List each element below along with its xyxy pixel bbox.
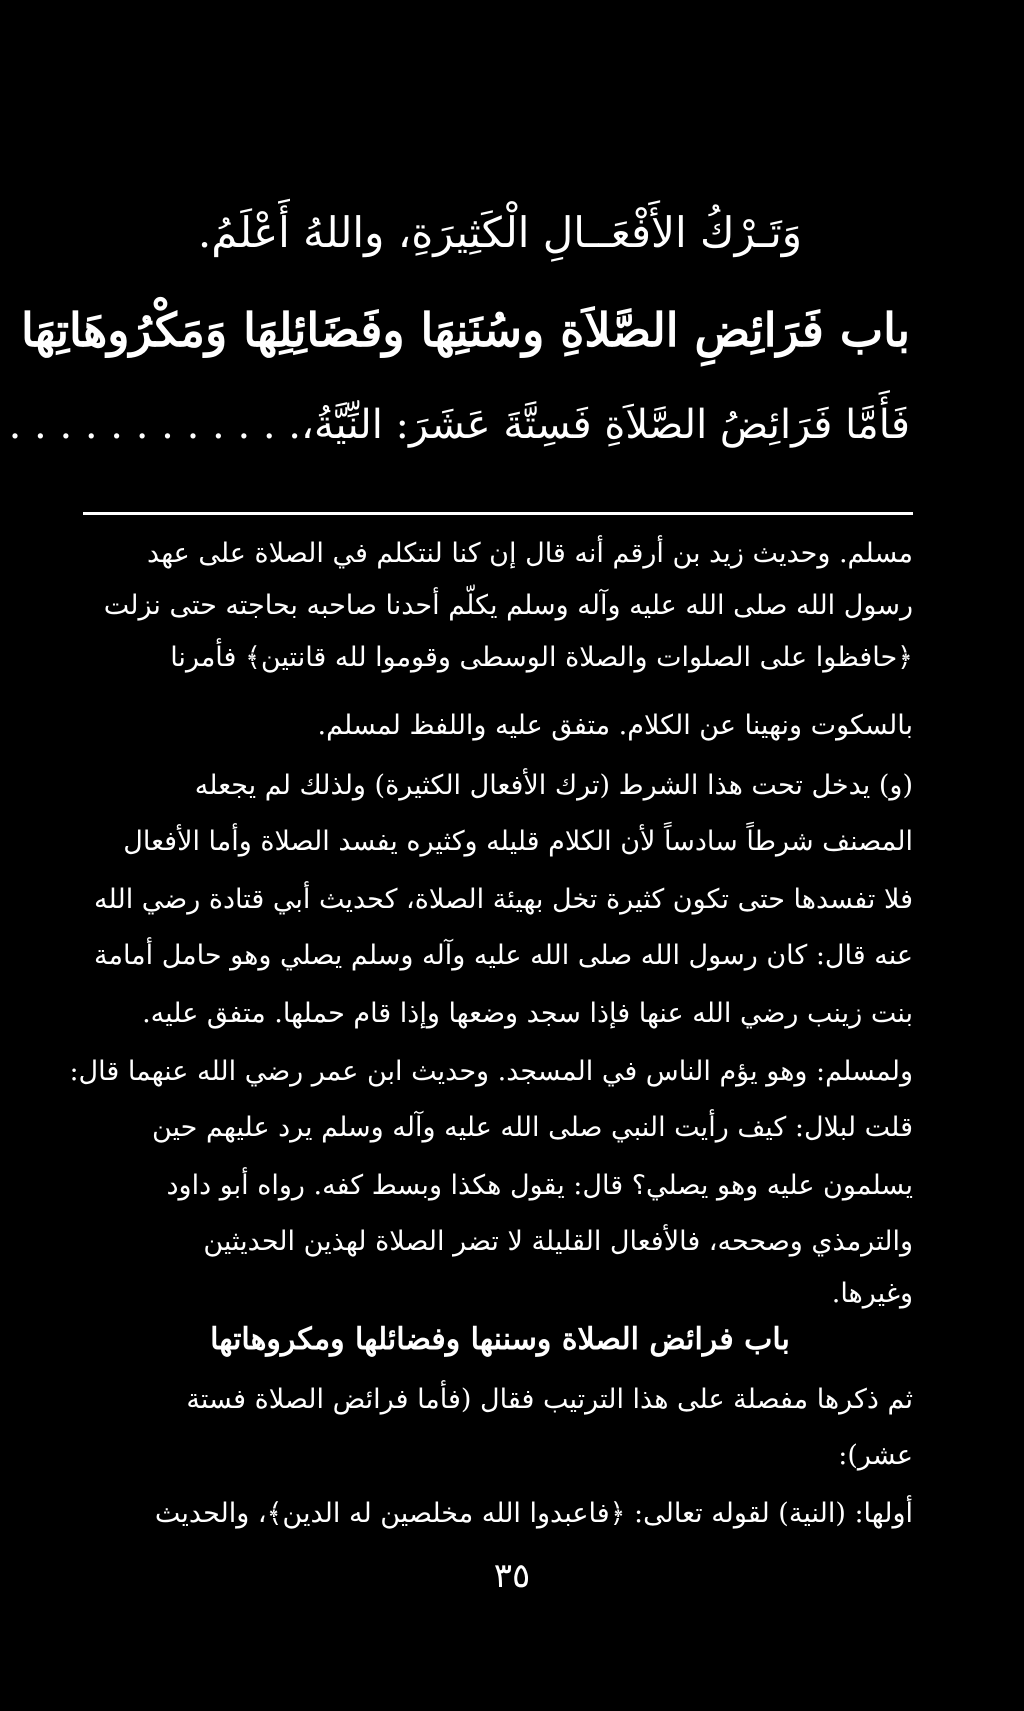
sharh-line: والترمذي وصححه، فالأفعال القليلة لا تضر الصلاة لهذين الحديثين [203, 1226, 913, 1257]
sharh-line: بالسكوت ونهينا عن الكلام. متفق عليه واللفظ لمسلم. [317, 710, 913, 741]
sharh2-line: ثم ذكرها مفصلة على هذا الترتيب فقال (فأما فرائض الصلاة فستة [186, 1384, 913, 1415]
sharh2-line: أولها: (النية) لقوله تعالى: ﴿فاعبدوا الله مخلصين له الدين﴾، والحديث [154, 1498, 913, 1529]
sharh-line: بنت زينب رضي الله عنها فإذا سجد وضعها وإذا قام حملها. متفق عليه. [142, 998, 913, 1029]
sharh-line: فلا تفسدها حتى تكون كثيرة تخل بهيئة الصلاة، كحديث أبي قتادة رضي الله [94, 884, 913, 915]
sharh-line: عنه قال: كان رسول الله صلى الله عليه وآله وسلم يصلي وهو حامل أمامة [94, 940, 913, 971]
matn-line-3 [8, 390, 910, 460]
sharh-line: رسول الله صلى الله عليه وآله وسلم يكلّم أحدنا صاحبه بحاجته حتى نزلت [103, 590, 913, 621]
matn-line-3-text: فَأَمَّا فَرَائِضُ الصَّلاَةِ فَسِتَّةَ عَشَرَ: النِّيَّةُ، [301, 402, 910, 448]
matn-line-3-dots: . . . . . . . . . . . . [8, 402, 302, 448]
sharh-line: مسلم. وحديث زيد بن أرقم أنه قال إن كنا لنتكلم في الصلاة على عهد [147, 538, 913, 569]
sharh2-line: عشر): [838, 1440, 913, 1471]
footnote-divider [83, 512, 913, 515]
matn-line-1: وَتَـرْكُ الأَفْعَــالِ الْكَثِيرَةِ، واللهُ أَعْلَمُ. [197, 208, 803, 257]
chapter-heading: باب فَرَائِضِ الصَّلاَةِ وسُنَنِهَا وفَضَائِلِهَا وَمَكْرُوهَاتِهَا [21, 303, 910, 357]
page-number: ٣٥ [493, 1556, 531, 1596]
sharh-line: ولمسلم: وهو يؤم الناس في المسجد. وحديث ابن عمر رضي الله عنهما قال: [69, 1056, 913, 1087]
section-heading: باب فرائض الصلاة وسننها وفضائلها ومكروهاتها [210, 1322, 790, 1357]
sharh-line: المصنف شرطاً سادساً لأن الكلام قليله وكثيره يفسد الصلاة وأما الأفعال [123, 826, 913, 857]
sharh-line: وغيرها. [831, 1278, 913, 1309]
sharh-line: (و) يدخل تحت هذا الشرط (ترك الأفعال الكثيرة) ولذلك لم يجعله [194, 770, 913, 801]
sharh-line: قلت لبلال: كيف رأيت النبي صلى الله عليه وآله وسلم يرد عليهم حين [151, 1112, 913, 1143]
sharh-line: يسلمون عليه وهو يصلي؟ قال: يقول هكذا وبسط كفه. رواه أبو داود [166, 1170, 913, 1201]
sharh-line: ﴿حافظوا على الصلوات والصلاة الوسطى وقوموا لله قانتين﴾ فأمرنا [170, 642, 913, 673]
